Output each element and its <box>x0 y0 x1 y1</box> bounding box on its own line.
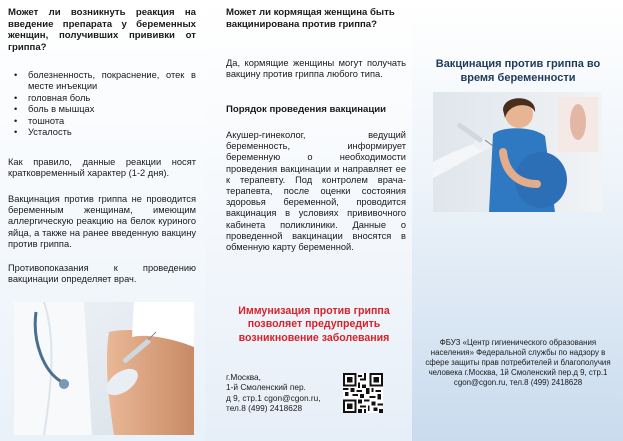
qr-code-icon <box>343 373 383 413</box>
address-line: г.Москва, <box>226 372 261 382</box>
panel-left <box>0 0 206 441</box>
nursing-answer: Да, кормящие женщины могут получать вакцину против гриппа любого типа. <box>226 58 406 80</box>
procedure-heading: Порядок проведения вакцинации <box>226 104 387 115</box>
reaction-item: • Усталость <box>28 127 196 138</box>
reaction-item: • тошнота <box>28 116 196 127</box>
procedure-text: Акушер-гинеколог, ведущий беременность, информирует беременную о необходимости проведения вакцинации и направляет ее к терапевту. Под контролем врача-терапевта, после оценки состояния здоровья беременной, проводится вакцинация в условиях прививочного кабинета поликлиники. Данные о проведенной вакцинации вносятся в обменную карту беременной. <box>226 130 406 253</box>
contraindication-text: Вакцинация против гриппа не проводится беременным женщинам, имеющим аллергическую реакцию на белок куриного яйца, а также на ранее введенную вакцину против гриппа. <box>8 194 196 249</box>
vaccination-photo-illustration <box>14 302 194 435</box>
reaction-item: • головная боль <box>28 93 196 104</box>
address-line: 1-й Смоленский пер. <box>226 382 306 393</box>
address-line: д 9, стр.1 cgon@cgon.ru, <box>226 392 321 403</box>
slogan: Иммунизация против гриппа позволяет предупредить возникновение заболевания <box>238 305 390 344</box>
cover-photo <box>433 92 602 212</box>
reaction-question: Может ли возникнуть реакция на введение препарата у беременных женщин, получивших прививки от гриппа? <box>8 7 196 53</box>
panel-middle <box>206 0 412 441</box>
reaction-duration-text: Как правило, данные реакции носят кратковременный характер (1-2 дня). <box>8 157 196 179</box>
panel-cover <box>412 0 623 441</box>
nursing-question: Может ли кормящая женщина быть вакцинирована против гриппа? <box>226 7 395 30</box>
address-line: тел.8 (499) 2418628 <box>226 402 303 413</box>
reaction-list <box>8 70 196 138</box>
address-block <box>226 372 336 413</box>
doctor-decides-text: Противопоказания к проведению вакцинации определяет врач. <box>8 263 196 285</box>
brochure-title: Вакцинация против гриппа во время беременности <box>435 58 601 84</box>
organization-info: ФБУЗ «Центр гигиенического образования населения» Федеральной службы по надзору в сфере защиты прав потребителей и благополучия человека г.Москва, 1й Смоленский пер.д 9, стр.1 cgon@cgon.ru, тел.8 (499) 2418628 <box>425 338 611 387</box>
reaction-item: • боль в мышцах <box>28 104 196 115</box>
vaccination-photo <box>14 302 194 435</box>
reaction-item: • болезненность, покраснение, отек в месте инъекции <box>28 70 196 93</box>
cover-photo-illustration <box>433 92 602 212</box>
